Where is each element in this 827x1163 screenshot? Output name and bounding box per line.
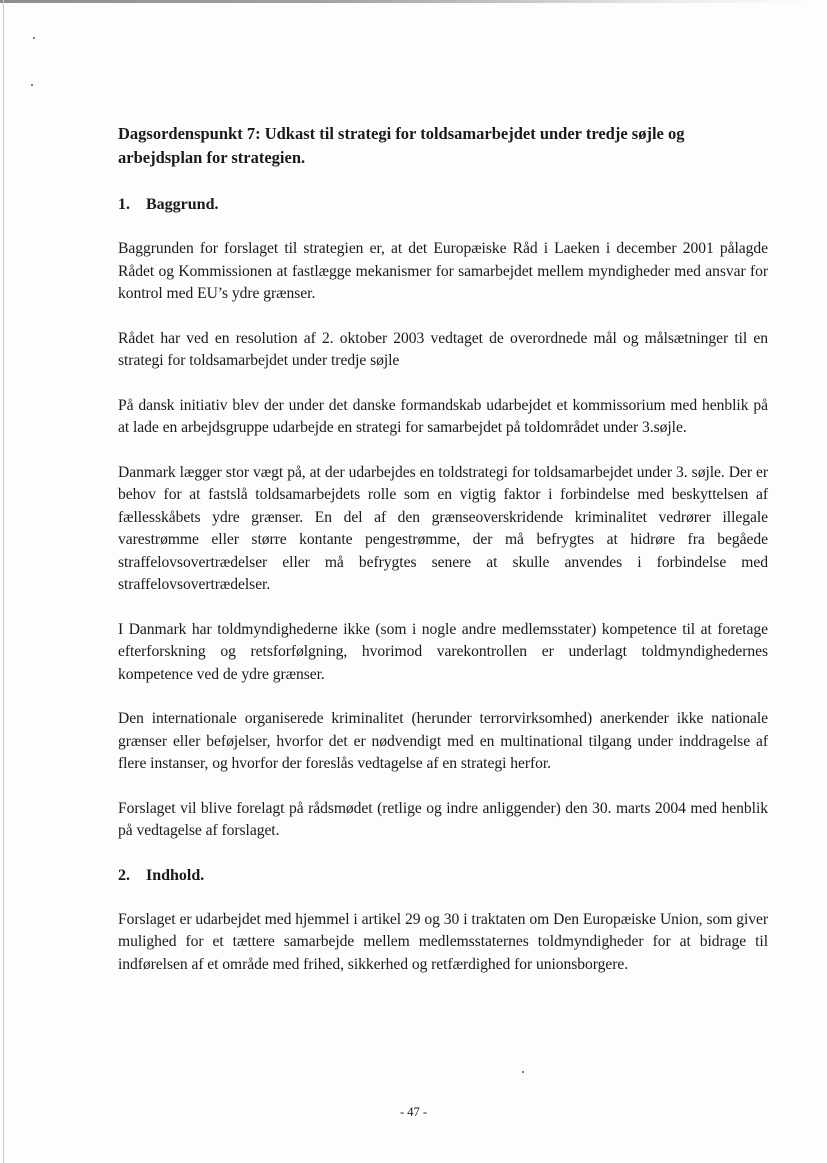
section-background xyxy=(118,194,768,843)
section-number: 2. xyxy=(118,866,130,884)
scan-edge-top xyxy=(0,0,827,3)
section-number: 1. xyxy=(118,196,130,213)
paragraph: På dansk initiativ blev der under det danske formandskab udarbejdet et kommissorium med henblik på at lade en arbejdsgruppe udarbejde en strategi for samarbejdet på toldområdet under 3.søjle. xyxy=(118,396,768,436)
section-title: Indhold. xyxy=(146,866,205,884)
paragraph: I Danmark har toldmyndighederne ikke (som i nogle andre medlemsstater) kompetence til at foretage efterforskning og retsforfølgning, hvorimod varekontrollen er underlagt toldmyndighedernes kompetence ved de ydre grænser. xyxy=(118,620,768,683)
scan-edge-left xyxy=(3,0,4,1163)
paragraph: Den internationale organiserede kriminalitet (herunder terrorvirksomhed) anerkender ikke nationale grænser eller beføjelser, hvorfor det er nødvendigt med en multinational tilgang under inddragelse af flere instanser, og hvorfor der foreslås vedtagelse af en strategi herfor. xyxy=(118,710,768,772)
section-content xyxy=(118,865,768,977)
section-heading xyxy=(118,194,768,216)
scan-speck xyxy=(33,37,35,39)
scan-speck xyxy=(522,1071,524,1073)
paragraph: Danmark lægger stor vægt på, at der udarbejdes en toldstrategi for toldsamarbejdet under 3. søjle. Der er behov for at fastslå toldsamarbejdets rolle som en vigtig faktor i forbindelse med beskyttelsen af fællesskåbets ydre grænser. En del af den grænseoverskridende kriminalitet vedrører illegale varestrømme eller større kontante pengestrømme, der må befrygtes at hidrøre fra begåede straffelovsovertrædelser eller må befrygtes senere at skulle anvendes i forbindelse med straffelovsovertrædelser. xyxy=(118,463,768,593)
section-title: Baggrund. xyxy=(146,196,219,213)
paragraph: Forslaget er udarbejdet med hjemmel i artikel 29 og 30 i traktaten om Den Europæiske Union, som giver mulighed for et tættere samarbejde mellem medlemsstaternes toldmyndigheder for at bidrage til indførelsen af et område med frihed, sikkerhed og retfærdighed for unionsborgere. xyxy=(118,910,768,973)
agenda-item-title: Dagsordenspunkt 7: Udkast til strategi for toldsamarbejdet under tredje søjle og arbejdsplan for strategien. xyxy=(118,124,685,167)
page-number: - 47 - xyxy=(399,1105,428,1119)
paragraph: Baggrunden for forslaget til strategien er, at det Europæiske Råd i Laeken i december 2001 pålagde Rådet og Kommissionen at fastlægge mekanismer for samarbejdet mellem myndigheder med ansvar for kontrol med EU’s ydre grænser. xyxy=(118,240,768,302)
paragraph: Rådet har ved en resolution af 2. oktober 2003 vedtaget de overordnede mål og målsætninger til en strategi for toldsamarbejdet under tredje søjle xyxy=(118,329,768,369)
paragraph: Forslaget vil blive forelagt på rådsmødet (retlige og indre anliggender) den 30. marts 2004 med henblik på vedtagelse af forslaget. xyxy=(118,799,768,839)
section-heading xyxy=(118,865,768,887)
scan-speck xyxy=(31,84,33,86)
document-body xyxy=(118,122,768,998)
